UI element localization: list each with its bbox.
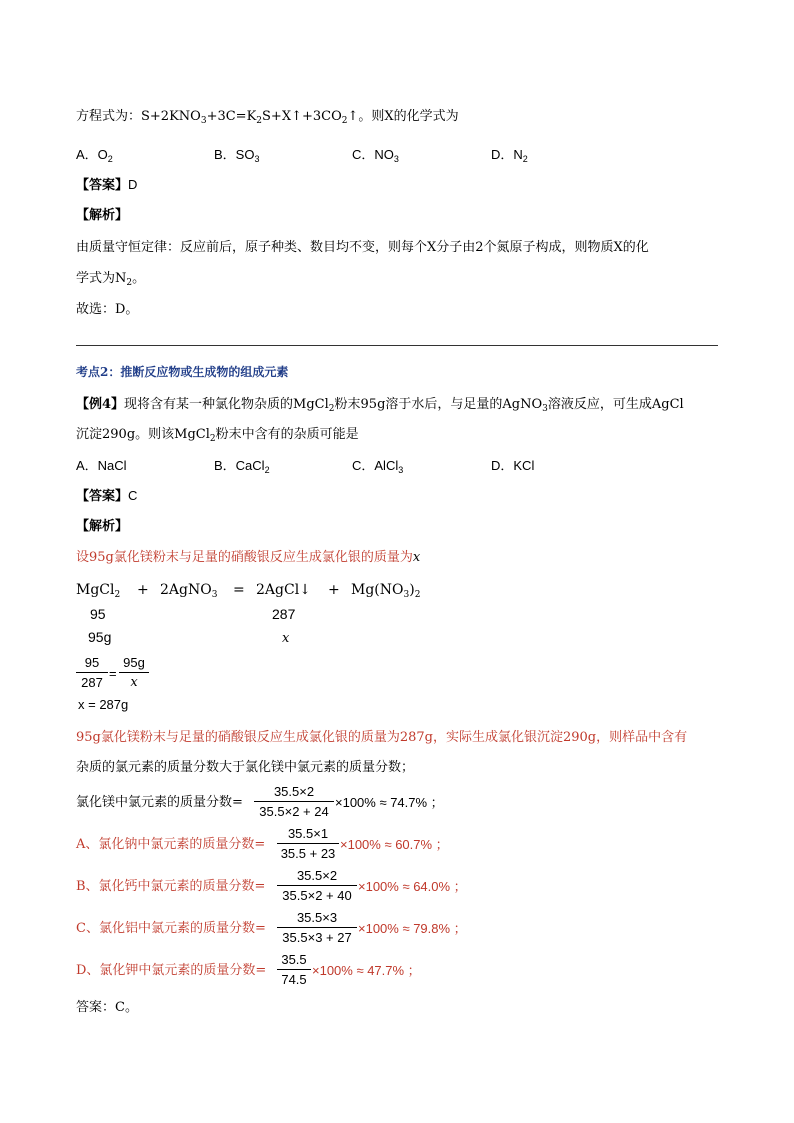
eq-agcl: 2AgCl↓ bbox=[256, 582, 311, 598]
final-answer: 答案：C。 bbox=[76, 1000, 138, 1015]
q4-para1-line2: 杂质的氯元素的质量分数大于氯化镁中氯元素的质量分数； bbox=[76, 760, 415, 775]
q4-option-c bbox=[352, 458, 404, 475]
sub: 2 bbox=[209, 434, 216, 444]
answer-value: C bbox=[128, 488, 138, 503]
stem-text: 沉淀290g。则该MgCl bbox=[76, 427, 210, 442]
q4-stem-line1 bbox=[76, 397, 684, 414]
q3-analysis-line1 bbox=[76, 241, 649, 254]
example-label: 【例4】 bbox=[76, 397, 125, 412]
stem-text: ↑。则X的化学式为 bbox=[347, 109, 459, 124]
stem-text: 现将含有某一种氯化物杂质的MgCl bbox=[124, 397, 329, 412]
q4-setup bbox=[76, 551, 420, 564]
fraction-numerator: 35.5×1 bbox=[277, 826, 339, 844]
eq-mgno3 bbox=[351, 582, 421, 600]
mass-287: 287 bbox=[272, 606, 296, 622]
fraction-denominator: 35.5×3 + 27 bbox=[282, 930, 352, 945]
fraction-denominator: 35.5×2 + 40 bbox=[282, 888, 352, 903]
calc-alcl3-result: ×100% ≈ 79.8% ； bbox=[358, 921, 467, 936]
sub: 2 bbox=[107, 154, 113, 164]
fraction-numerator: 35.5 bbox=[277, 952, 311, 970]
q4-option-b bbox=[214, 458, 270, 475]
q3-option-b bbox=[214, 147, 260, 164]
eq-term: MgCl bbox=[76, 582, 115, 598]
calc-cacl2-result: ×100% ≈ 64.0% ； bbox=[358, 879, 467, 894]
q4-option-a bbox=[76, 459, 127, 472]
sub: 2 bbox=[256, 116, 263, 126]
q3-option-a bbox=[76, 147, 113, 164]
stem-text: 粉末中含有的杂质可能是 bbox=[215, 427, 359, 442]
calc-nacl-result: ×100% ≈ 60.7% ； bbox=[340, 837, 449, 852]
ratio-right bbox=[119, 655, 149, 690]
q3-analysis-label: 【解析】 bbox=[76, 208, 129, 223]
mass-95: 95 bbox=[90, 606, 106, 622]
given-95g: 95g bbox=[88, 629, 112, 645]
analysis-text: 。 bbox=[132, 271, 146, 286]
unknown-x: x bbox=[282, 631, 290, 646]
ratio-equals: = bbox=[109, 666, 117, 681]
stem-text: S+X↑+3CO bbox=[262, 109, 342, 124]
q4-para1-line1: 95g氯化镁粉末与足量的硝酸银反应生成氯化银的质量为287g，实际生成氯化银沉淀290g，则样品中含有 bbox=[76, 730, 688, 745]
sub: 3 bbox=[398, 465, 404, 475]
sub: 3 bbox=[211, 590, 218, 600]
fraction-numerator: 35.5×3 bbox=[277, 910, 357, 928]
eq-term: 2AgNO bbox=[160, 582, 212, 598]
sub: 2 bbox=[414, 590, 421, 600]
calc-cacl2-fraction bbox=[277, 868, 357, 903]
eq-plus: + bbox=[137, 582, 149, 598]
sub: 3 bbox=[200, 116, 207, 126]
answer-label: 【答案】 bbox=[76, 489, 129, 504]
calc-kcl-fraction bbox=[277, 952, 311, 987]
stem-text: 粉末95g溶于水后，与足量的AgNO bbox=[334, 397, 543, 412]
eq-term: Mg(NO bbox=[351, 582, 404, 598]
analysis-text: 学式为N bbox=[76, 271, 127, 286]
fraction-numerator: 95g bbox=[119, 655, 149, 673]
q3-conclusion: 故选：D。 bbox=[76, 302, 139, 317]
sub: 2 bbox=[522, 154, 528, 164]
q4-answer bbox=[76, 489, 137, 503]
variable-x: x bbox=[412, 550, 421, 565]
calc-mgcl2-result: ×100% ≈ 74.7% ； bbox=[335, 795, 444, 810]
sub: 3 bbox=[254, 154, 260, 164]
q3-analysis-line2 bbox=[76, 271, 146, 288]
ratio-left bbox=[76, 655, 108, 690]
calc-kcl-label: D、氯化钾中氯元素的质量分数= bbox=[76, 963, 267, 978]
q3-stem bbox=[76, 109, 459, 126]
q3-answer bbox=[76, 178, 137, 192]
q3-option-c bbox=[352, 147, 399, 164]
stem-text: 方程式为：S+2KNO bbox=[76, 109, 201, 124]
eq-plus: + bbox=[328, 582, 340, 598]
fraction-denominator: x bbox=[130, 675, 138, 690]
q3-option-d bbox=[491, 147, 528, 164]
section-divider bbox=[76, 345, 718, 346]
section-title: 考点2：推断反应物或生成物的组成元素 bbox=[76, 365, 289, 379]
option-text: B．CaCl bbox=[214, 458, 265, 473]
calc-nacl-label: A、氯化钠中氯元素的质量分数= bbox=[76, 837, 266, 852]
option-text: C．AlCl bbox=[352, 458, 399, 473]
sub: 2 bbox=[328, 404, 335, 414]
eq-agno3 bbox=[160, 582, 218, 600]
sub: 2 bbox=[264, 465, 270, 475]
eq-mgcl2 bbox=[76, 582, 121, 600]
q4-analysis-label: 【解析】 bbox=[76, 519, 129, 534]
answer-label: 【答案】 bbox=[76, 178, 129, 193]
calc-alcl3-fraction bbox=[277, 910, 357, 945]
q4-option-d bbox=[491, 459, 534, 472]
option-text: B．SO bbox=[214, 147, 255, 162]
option-text: A．O bbox=[76, 147, 108, 162]
calc-kcl-result: ×100% ≈ 47.7% ； bbox=[312, 963, 421, 978]
calc-nacl-fraction bbox=[277, 826, 339, 861]
result: x = 287g bbox=[78, 697, 129, 712]
option-text: D．KCl bbox=[491, 458, 535, 473]
eq-term: ) bbox=[409, 582, 415, 598]
fraction-denominator: 74.5 bbox=[281, 972, 307, 987]
fraction-denominator: 287 bbox=[81, 675, 103, 690]
q4-stem-line2 bbox=[76, 427, 359, 444]
calc-alcl3-label: C、氯化铝中氯元素的质量分数= bbox=[76, 921, 266, 936]
sub: 2 bbox=[114, 590, 121, 600]
sub: 2 bbox=[341, 116, 348, 126]
analysis-text: 由质量守恒定律：反应前后，原子种类、数目均不变，则每个X分子由2个氮原子构成，则物质X的化 bbox=[76, 240, 649, 255]
sub: 3 bbox=[393, 154, 399, 164]
fraction-numerator: 35.5×2 bbox=[254, 784, 334, 802]
stem-text: 溶液反应，可生成AgCl bbox=[547, 397, 684, 412]
fraction-denominator: 35.5×2 + 24 bbox=[259, 804, 329, 819]
eq-equals: = bbox=[233, 582, 245, 598]
sub: 2 bbox=[126, 278, 133, 288]
stem-text: +3C=K bbox=[206, 109, 257, 124]
calc-mgcl2-label: 氯化镁中氯元素的质量分数= bbox=[76, 795, 243, 810]
sub: 3 bbox=[542, 404, 548, 414]
fraction-numerator: 35.5×2 bbox=[277, 868, 357, 886]
sub: 3 bbox=[403, 590, 410, 600]
option-text: D．N bbox=[491, 147, 523, 162]
calc-mgcl2-fraction bbox=[254, 784, 334, 819]
option-text: A．NaCl bbox=[76, 458, 127, 473]
setup-text: 设95g氯化镁粉末与足量的硝酸银反应生成氯化银的质量为 bbox=[76, 550, 413, 565]
answer-value: D bbox=[128, 177, 138, 192]
calc-cacl2-label: B、氯化钙中氯元素的质量分数= bbox=[76, 879, 266, 894]
option-text: C．NO bbox=[352, 147, 394, 162]
fraction-denominator: 35.5 + 23 bbox=[280, 846, 336, 861]
fraction-numerator: 95 bbox=[76, 655, 108, 673]
